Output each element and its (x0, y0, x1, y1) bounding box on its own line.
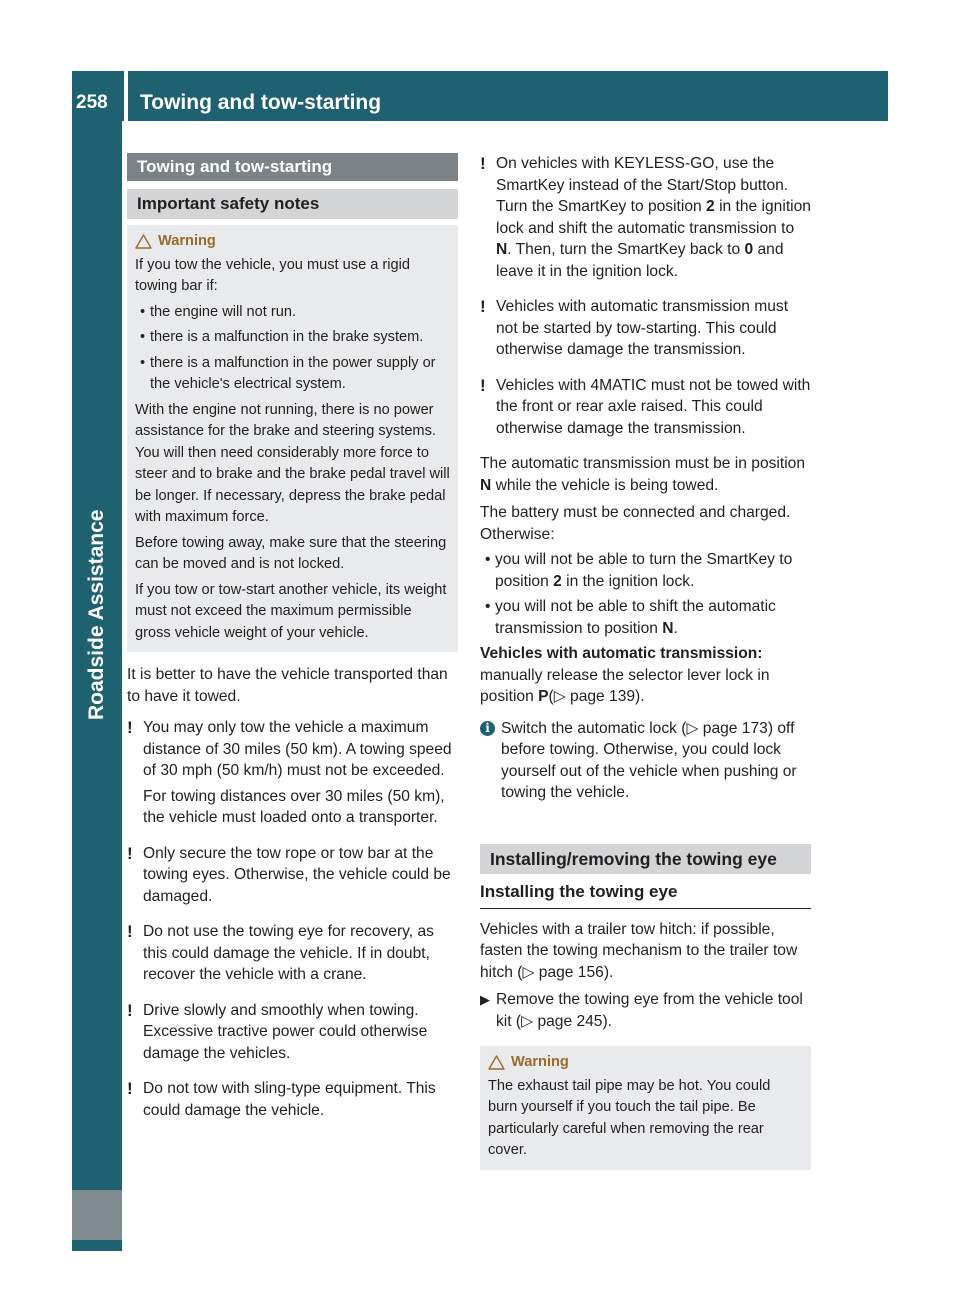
exclamation-icon: ! (480, 375, 486, 395)
note-text: Vehicles with automatic transmission must not be started by tow-starting. This could otherwise damage the transmission. (496, 298, 789, 358)
warning-title: Warning (158, 233, 216, 249)
exclamation-icon: ! (127, 922, 133, 941)
intro-paragraph: It is better to have the vehicle transported than to have it towed. (127, 666, 448, 705)
bullet-mark: • (140, 354, 146, 371)
exclamation-icon: ! (127, 718, 133, 737)
warning-paragraph: With the engine not running, there is no power assistance for the brake and steering systems. You will then need considerably more force to steer and to brake and the brake pedal travel will be longer. If necessary, depress the brake pedal with maximum force. (135, 401, 450, 525)
list-item: • you will not be able to shift the automatic transmission to position N. (485, 598, 776, 637)
warning-bullet: • the engine will not run. (135, 302, 450, 324)
note-text: Switch the automatic lock (▷ page 173) off before towing. Otherwise, you could lock yourself out of the vehicle when pushing or towing the vehicle. (501, 719, 797, 801)
warning-triangle-icon (488, 1055, 505, 1070)
spacer (480, 818, 811, 844)
caution-note (480, 296, 811, 365)
note-text-extra: For towing distances over 30 miles (50 km), the vehicle must loaded onto a transporter. (143, 787, 445, 826)
note-text: On vehicles with KEYLESS-GO, use the SmartKey instead of the Start/Stop button. Turn the SmartKey to position 2 in the ignition lock and shift the automatic transmission to N. Then, turn the SmartKey back to 0 and leave it in the ignition lock. (496, 155, 811, 280)
step-arrow-icon: ▶ (480, 992, 490, 1007)
exclamation-icon: ! (127, 1000, 133, 1020)
caution-note (127, 717, 458, 833)
note-text: Drive slowly and smoothly when towing. Excessive tractive power could otherwise damage the vehicles. (143, 1001, 428, 1062)
subheading: Installing the towing eye (480, 880, 811, 909)
note-text: Do not tow with sling-type equipment. This could damage the vehicle. (143, 1080, 436, 1119)
warning-paragraph: The exhaust tail pipe may be hot. You could burn yourself if you touch the tail pipe. Be particularly careful when removing the rear cover. (488, 1077, 771, 1158)
warning-intro: If you tow the vehicle, you must use a rigid towing bar if: (135, 256, 410, 294)
list-item: • you will not be able to turn the SmartKey to position 2 in the ignition lock. (485, 551, 793, 590)
side-tab-label: Roadside Assistance (85, 509, 108, 720)
bullet-mark: • (485, 551, 491, 568)
caution-note (480, 375, 811, 444)
note-text: You may only tow the vehicle a maximum distance of 30 miles (50 km). A towing speed of 30 mph (50 km/h) must not be exceeded. (143, 719, 452, 779)
exclamation-icon: ! (127, 843, 133, 863)
exclamation-icon: ! (127, 1079, 133, 1098)
subsection-title: Important safety notes (127, 189, 458, 219)
note-text: Only secure the tow rope or tow bar at the towing eyes. Otherwise, the vehicle could be damaged. (143, 844, 451, 905)
body-paragraph: Vehicles with a trailer tow hitch: if possible, fasten the towing mechanism to the trailer tow hitch (▷ page 156). (480, 920, 798, 981)
exclamation-icon: ! (480, 154, 486, 173)
warning-box (480, 1046, 811, 1170)
warning-heading (488, 1052, 803, 1074)
page-number: 258 (76, 92, 108, 113)
warning-triangle-icon (135, 234, 152, 249)
warning-bullet: • there is a malfunction in the power supply or the vehicle's electrical system. (140, 354, 436, 392)
bullet-mark: • (140, 329, 146, 345)
instruction-step (480, 989, 811, 1032)
body-paragraph: The automatic transmission must be in position N while the vehicle is being towed. (480, 455, 806, 494)
info-note (480, 718, 811, 808)
note-text: Do not use the towing eye for recovery, as this could damage the vehicle. If in doubt, recover the vehicle with a crane. (143, 923, 434, 983)
exclamation-icon: ! (480, 297, 486, 316)
warning-paragraph: Before towing away, make sure that the steering can be moved and is not locked. (135, 534, 447, 572)
body-paragraph: The battery must be connected and charged. Otherwise: (480, 504, 791, 543)
note-text: Vehicles with 4MATIC must not be towed with the front or rear axle raised. This could otherwise damage the transmission. (496, 376, 811, 437)
warning-box (127, 225, 458, 652)
section-title: Installing/removing the towing eye (480, 844, 811, 874)
warning-heading (135, 231, 450, 253)
warning-paragraph: If you tow or tow-start another vehicle, its weight must not exceed the maximum permissible gross vehicle weight of your vehicle. (135, 581, 447, 641)
info-icon: i (480, 721, 495, 736)
caution-note (127, 843, 458, 912)
section-title: Towing and tow-starting (127, 153, 458, 181)
bullet-mark: • (140, 303, 146, 320)
header-divider (124, 71, 128, 121)
warning-bullet: • there is a malfunction in the brake system. (135, 327, 450, 349)
side-tab-square (72, 1190, 122, 1240)
header-title: Towing and tow-starting (140, 91, 382, 114)
right-column (480, 153, 811, 1182)
caution-note (127, 1000, 458, 1069)
bullet-mark: • (485, 598, 491, 615)
caution-note (480, 153, 811, 286)
caution-note (127, 1078, 458, 1125)
caution-note (127, 921, 458, 990)
warning-title: Warning (511, 1054, 569, 1070)
left-column (127, 153, 458, 1135)
body-paragraph: Vehicles with automatic transmission: manually release the selector lever lock in position P(▷ page 139). (480, 645, 770, 705)
step-text: Remove the towing eye from the vehicle tool kit (▷ page 245). (496, 991, 803, 1030)
